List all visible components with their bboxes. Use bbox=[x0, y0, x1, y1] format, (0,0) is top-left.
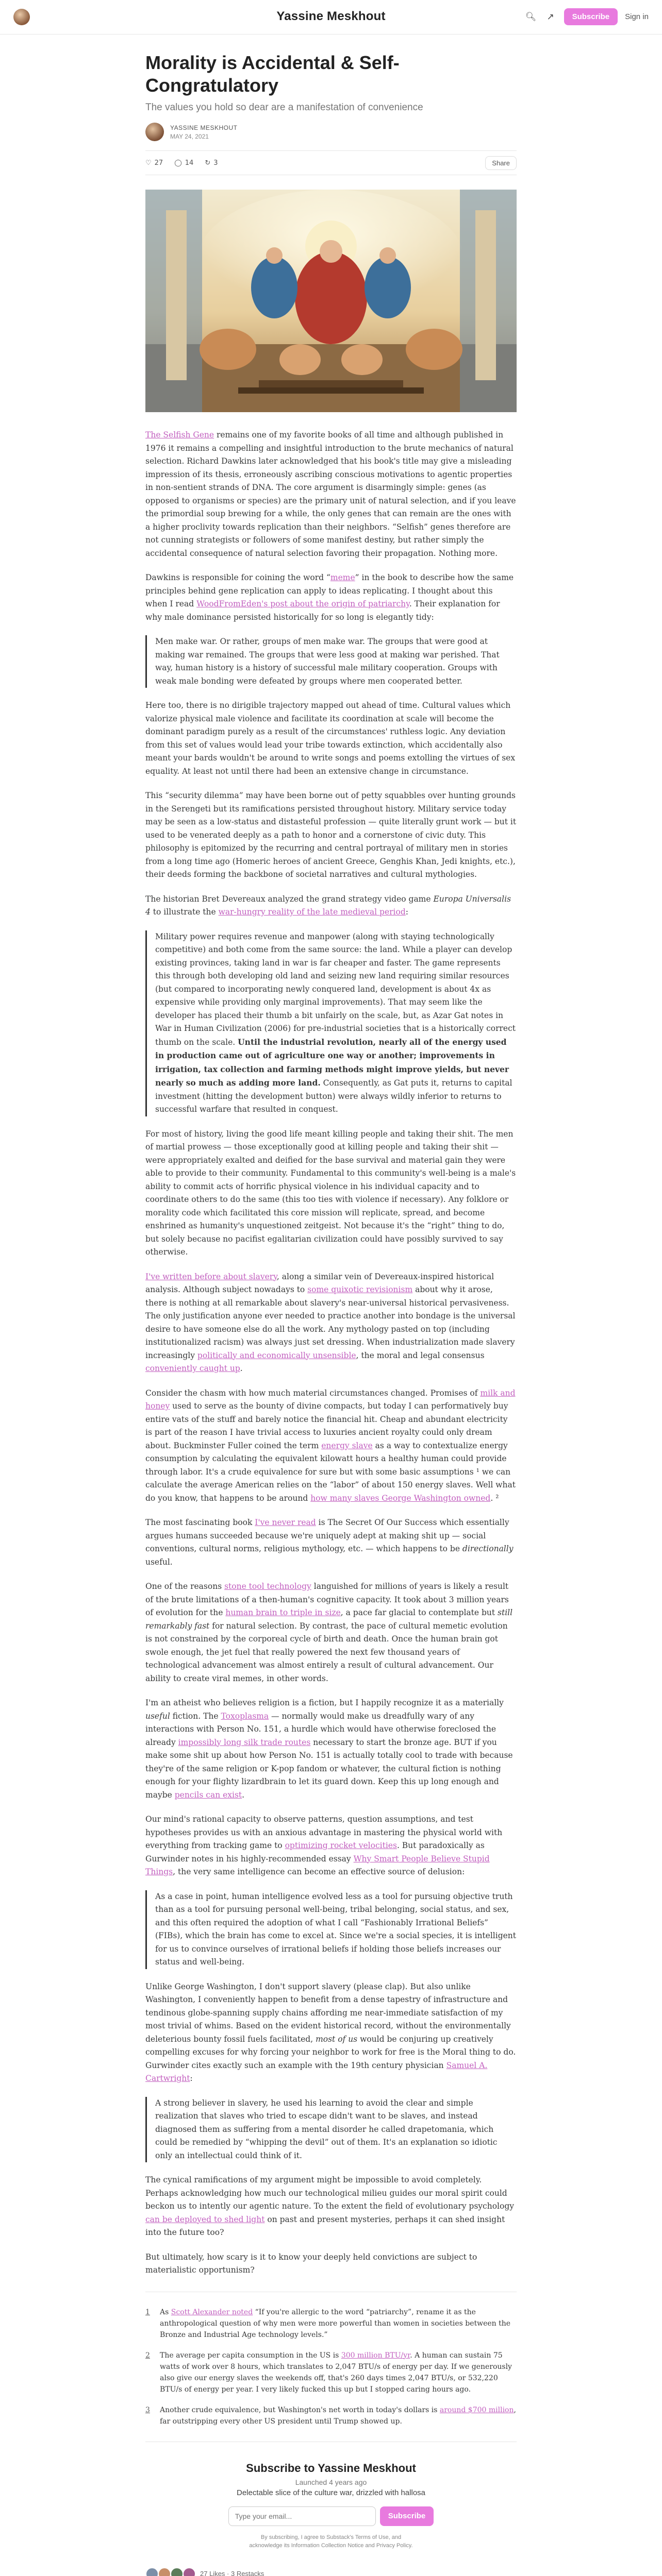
paragraph: I'm an atheist who believes religion is a fiction, but I happily recognize it as a materially useful fiction. The Toxoplasma — normally would make us dreadfully wary of any interactions with Person No. 151, a hurdle which would have otherwise foreclosed the already impossibly long silk trade routes necessary to start the bronze age. BUT if you make some shit up about how Person No. 151 is actually totally cool to trade with because they're of the same religion or K-pop fandom or whatever, the cultural fiction is nothing enough for your flighty lizardbrain to let its guard down. Keep this up long enough and maybe pencils can exist. bbox=[145, 1698, 513, 1800]
inline-link[interactable]: milk and honey bbox=[145, 1388, 516, 1411]
post-subtitle: The values you hold so dear are a manifestation of convenience bbox=[145, 102, 423, 113]
paragraph: The Selfish Gene remains one of my favorite books of all time and although published in 1976 it remains a compelling and insightful introduction to the brute mechanics of natural selection. Richard Dawkins later acknowledged that his book's title may give a misleading impression of its thesis, erroneously ascribing conscious motivations to agentic properties in non-sentient strands of DNA. The core argument is disarmingly simple: genes (as opposed to organisms or species) are the primary unit of natural selection, and if you leave the primordial soup brewing for a while, the only genes that can remain are the ones with a higher proclivity towards replication than their neighbors. “Selfish” genes therefore are not cunning strategists or followers of some manifest destiny, but rather simply the accidental consequence of natural selection favoring their propagation. Nothing more. bbox=[145, 430, 516, 558]
liker-avatar bbox=[183, 2567, 196, 2576]
paragraph: For most of history, living the good life meant killing people and taking their shit. The men of martial prowess — those exceptionally good at killing people and taking their shit — were appropriately exalted and deified for the base survival and material gain they were able to provide to their community. Fundamental to this community's well-being is a male's ability to commit acts of horrific physical violence in his individual capacity and to coordinate others to do the same (this too ties with violence if necessary). Any folklore or morality code which facilitated this core mission will replicate, spread, and become enshrined as humanity's unquestioned zeitgeist. Not because it's the “right” thing to do, but solely because no pacifist egalitarian civilization could have possibly survived to say otherwise. bbox=[145, 1129, 516, 1257]
author-name[interactable]: YASSINE MESKHOUT bbox=[170, 124, 238, 131]
paragraph: Consider the chasm with how much material circumstances changed. Promises of milk and honey used to serve as the bounty of divine compacts, but today I can performatively buy entire vats of the stuff and barely notice the financial hit. Cheap and abundant electricity is part of the reason I have trivial access to luxuries ancient royalty could only dream about. Buckminster Fuller coined the term energy slave as a way to contextualize energy consumption by calculating the equivalent kilowatt hours a healthy human could provide through labor. It's a crude equivalence for sure but with some basic assumptions ¹ we can calculate the average American relies on the “labor” of about 150 energy slaves. Well what do you know, that happens to be around how many slaves George Washington owned. ² bbox=[145, 1388, 516, 1503]
liker-avatar bbox=[158, 2567, 171, 2576]
footnote: 2 The average per capita consumption in the US is 300 million BTU/yr. A human can sustain 75 watts of work over 8 hours, which translates to 2,047 BTU/s of energy per day. If we generously also give our energy slaves the weekends off, that's 260 days times 2,047 BTU/s, or 532,220 BTU/s of energy per year. I very likely fucked this up but I stopped caring hours ago. bbox=[145, 2350, 517, 2395]
heart-icon: ♡ bbox=[145, 159, 152, 167]
top-bar bbox=[0, 0, 662, 35]
inline-link[interactable]: some quixotic revisionism bbox=[307, 1285, 413, 1294]
inline-link[interactable]: meme bbox=[330, 573, 355, 582]
hero-painting bbox=[145, 190, 517, 412]
footnote: 3 Another crude equivalence, but Washington's net worth in today's dollars is around $700 million, far outstripping every other US president until Trump showed up. bbox=[145, 2404, 517, 2427]
paragraph: Here too, there is no dirigible trajectory mapped out ahead of time. Cultural values which valorize physical male violence and facilitate its coordination at scale will become the dominant paradigm purely as a result of the circumstances' ruthless logic. Any deviation from this set of values would lead your tribe towards extinction, which accidentally also meant your bards wouldn't be around to write songs and poems extolling the virtues of sex equality. At least not until there had been an extensive change in circumstance. bbox=[145, 701, 516, 776]
likes-summary: 27 Likes · 3 Restacks bbox=[200, 2570, 264, 2576]
subscribe-section bbox=[145, 2456, 517, 2550]
share-button[interactable]: Share bbox=[485, 156, 517, 170]
inline-link[interactable]: I've written before about slavery bbox=[145, 1272, 277, 1281]
post-title: Morality is Accidental & Self-Congratulatory bbox=[145, 52, 400, 96]
inline-link[interactable]: can be deployed to shed light bbox=[145, 2214, 265, 2224]
inline-link[interactable]: impossibly long silk trade routes bbox=[178, 1737, 311, 1747]
article bbox=[145, 52, 517, 2576]
paragraph: The historian Bret Devereaux analyzed the grand strategy video game Europa Universalis 4 to illustrate the war-hungry reality of the late medieval period: bbox=[145, 894, 511, 917]
inline-link[interactable]: Samuel A. Cartwright bbox=[145, 2060, 488, 2083]
footnote-number[interactable]: 2 bbox=[145, 2351, 150, 2360]
legal-text: By subscribing, I agree to Substack's Terms of Use, and acknowledge its Information Collection Notice and Privacy Policy. bbox=[249, 2534, 413, 2549]
privacy-link[interactable]: Privacy Policy bbox=[376, 2542, 411, 2549]
header-actions bbox=[525, 8, 649, 25]
comment-button[interactable] bbox=[174, 159, 193, 167]
liker-avatar bbox=[145, 2567, 159, 2576]
like-button[interactable] bbox=[145, 159, 163, 167]
like-count: 27 bbox=[154, 159, 163, 167]
footnote-number[interactable]: 1 bbox=[145, 2308, 150, 2316]
post-actions bbox=[145, 150, 517, 175]
blockquote: Military power requires revenue and manpower (along with staying technologically competitive) and both come from the same source: the land. While a player can develop existing provinces, taking land in war is far cheaper and faster. The game represents this through both developing old land and seizing new land requiring similar resources (but compared to incorporating newly conquered land, development is about 4x as expensive while providing only marginal improvements). That may seem like the developer has placed their thumb a bit unfairly on the scale, but, as Azar Gat notes in War in Human Civilization (2006) for pre-industrial societies that is a historically correct thumb on the scale. Until the industrial revolution, nearly all of the energy used in production came out of agriculture one way or another; improvements in irrigation, tax collection and farming methods might improve yields, but never nearly so much as adding more land. Consequently, as Gat puts it, returns to capital investment (hitting the development button) were always wildly inferior to returns to successful warfare that resulted in conquest. bbox=[145, 930, 517, 1116]
inline-link[interactable]: stone tool technology bbox=[224, 1582, 311, 1591]
post-date: MAY 24, 2021 bbox=[170, 132, 209, 140]
footnote-number[interactable]: 3 bbox=[145, 2405, 150, 2414]
inline-link[interactable]: The Selfish Gene bbox=[145, 430, 214, 439]
header-subscribe-button[interactable]: Subscribe bbox=[564, 8, 618, 25]
inline-link[interactable]: conveniently caught up bbox=[145, 1364, 240, 1373]
paragraph: One of the reasons stone tool technology languished for millions of years is likely a result of the brute limitations of a then-human's cognitive capacity. It took about 3 million years of evolution for the human brain to triple in size, a pace far glacial to contemplate but still remarkably fast for natural selection. By contrast, the pace of cultural memetic evolution is not constrained by the corporeal cycle of birth and death. Once the human brain got swole enough, the jet fuel that really powered the next few thousand years of technological advancement was almost entirely a result of cultural advancement. Our ability to create viral memes, in other words. bbox=[145, 1582, 513, 1683]
inline-link[interactable]: optimizing rocket velocities bbox=[285, 1841, 397, 1850]
author-avatar[interactable] bbox=[145, 123, 164, 141]
blockquote: As a case in point, human intelligence evolved less as a tool for pursuing objective truth than as a tool for pursuing personal well-being, tribal belonging, social status, and sex, and this often required the adoption of what I call “Fashionably Irrational Beliefs” (FIBs), which the brain has come to excel at. Since we're a social species, it is intelligent for us to convince ourselves of irrational beliefs if holding those beliefs increases our status and well-being. bbox=[145, 1890, 517, 1969]
publication-name[interactable]: Yassine Meskhout bbox=[276, 9, 386, 23]
inline-link[interactable]: around $700 million bbox=[439, 2405, 514, 2414]
inline-link[interactable]: WoodFromEden's post about the origin of patriarchy bbox=[196, 599, 409, 608]
publication-description: Delectable slice of the culture war, drizzled with hallosa bbox=[236, 2488, 425, 2497]
restack-button[interactable] bbox=[205, 159, 218, 167]
inline-link[interactable]: Why Smart People Believe Stupid Things bbox=[145, 1854, 490, 1876]
paragraph: But ultimately, how scary is it to know your deeply held convictions are subject to materialistic opportunism? bbox=[145, 2252, 477, 2275]
footnote: 1 As Scott Alexander noted “If you're allergic to the word “patriarchy”, rename it as the anthropological question of why men were more powerful than women in societies between the Bronze and Industrial Age technology levels.” bbox=[145, 2307, 517, 2341]
notice-link[interactable]: Information Collection Notice bbox=[291, 2542, 364, 2549]
paragraph: The most fascinating book I've never read is The Secret Of Our Success which essentially argues humans succeeded because we're uniquely adept at making shit up — social conventions, cultural norms, religious mythology, etc. — which happens to be directionally useful. bbox=[145, 1518, 514, 1567]
blockquote: Men make war. Or rather, groups of men make war. The groups that were good at making war remained. The groups that were less good at making war perished. That way, human history is a history of successful male military cooperation. Groups with weak male bonding were defeated by groups where men cooperated better. bbox=[145, 635, 517, 688]
inline-link[interactable]: Toxoplasma bbox=[221, 1711, 269, 1721]
inline-link[interactable]: pencils can exist bbox=[174, 1790, 242, 1800]
launched-text: Launched 4 years ago bbox=[295, 2478, 367, 2486]
liker-avatar bbox=[170, 2567, 184, 2576]
inline-link[interactable]: Scott Alexander noted bbox=[171, 2308, 253, 2316]
paragraph: Our mind's rational capacity to observe patterns, question assumptions, and test hypotheses provides us with an anxious advantage in mastering the physical world with everything from tracking game to optimizing rocket velocities. But paradoxically as Gurwinder notes in his highly-recommended essay Why Smart People Believe Stupid Things, the very same intelligence can become an effective source of delusion: bbox=[145, 1815, 503, 1876]
share-icon[interactable]: ↗ bbox=[547, 11, 554, 22]
paragraph: Dawkins is responsible for coining the word “meme” in the book to describe how the same principles behind gene replication can apply to ideas replicating. I thought about this when I read WoodFromEden's post about the origin of patriarchy. Their explanation for why male dominance persisted historically for so long is elegantly tidy: bbox=[145, 573, 514, 622]
inline-link[interactable]: war-hungry reality of the late medieval period bbox=[218, 907, 406, 917]
email-input[interactable] bbox=[228, 2506, 376, 2526]
paragraph: Unlike George Washington, I don't support slavery (please clap). But also unlike Washington, I conveniently happen to benefit from a dense tapestry of infrastructure and tendinous globe-spanning supply chains affording me near-immediate satisfaction of my most trivial of whims. Based on the evident historical record, without the environmentally deleterious bounty fossil fuels facilitated, most of us would be conjuring up creatively compelling excuses for why forcing your neighbor to work for free is the Moral thing to do. Gurwinder cites exactly such an example with the 19th century physician Samuel A. Cartwright: bbox=[145, 1981, 516, 2083]
inline-link[interactable]: 300 million BTU/yr bbox=[341, 2351, 410, 2360]
inline-link[interactable]: energy slave bbox=[321, 1440, 373, 1450]
likes-row[interactable] bbox=[145, 2567, 517, 2576]
inline-link[interactable]: how many slaves George Washington owned bbox=[310, 1493, 491, 1503]
restack-icon: ↻ bbox=[205, 159, 211, 167]
subscribe-title: Subscribe to Yassine Meskhout bbox=[246, 2461, 416, 2475]
inline-link[interactable]: human brain to triple in size bbox=[225, 1608, 341, 1617]
inline-link[interactable]: politically and economically unsensible bbox=[197, 1350, 356, 1360]
sign-in-link[interactable]: Sign in bbox=[625, 12, 649, 21]
subscribe-button[interactable]: Subscribe bbox=[380, 2506, 434, 2526]
subscribe-form bbox=[145, 2506, 517, 2526]
search-icon[interactable]: 🔍︎ bbox=[525, 11, 537, 22]
footnotes bbox=[145, 2307, 517, 2427]
comment-count: 14 bbox=[185, 159, 194, 167]
paragraph: This “security dilemma” may have been borne out of petty squabbles over hunting grounds in the Serengeti but its ramifications persisted throughout history. Military service today may be seen as a low-status and distasteful profession — quite literally grunt work — but it used to be venerated deeply as a path to honor and a cornerstone of civic duty. This philosophy is epitomized by the recurring and central portrayal of military men in stories from a long time ago (Homeric heroes of ancient Greece, Genghis Khan, Jedi knights, etc.), their deeds forming the backbone of societal narratives and cultural mythologies. bbox=[145, 791, 517, 879]
paragraph: The cynical ramifications of my argument might be impossible to avoid completely. Perhaps acknowledging how much our technological milieu guides our moral spirit could beckon us to intently our agentic nature. To the extent the field of evolutionary psychology can be deployed to shed light on past and present mysteries, perhaps it can shed insight into the future too? bbox=[145, 2175, 515, 2237]
byline bbox=[145, 123, 517, 141]
terms-link[interactable]: Terms of Use bbox=[355, 2534, 389, 2540]
restack-count: 3 bbox=[213, 159, 218, 167]
inline-link[interactable]: I've never read bbox=[255, 1518, 316, 1527]
blockquote: A strong believer in slavery, he used his learning to avoid the clear and simple realization that slaves who tried to escape didn't want to be slaves, and instead diagnosed them as suffering from a mental disorder he called drapetomania, which could be remedied by “whipping the devil” out of them. It's an explanation so idiotic only an intellectual could think of it. bbox=[145, 2097, 517, 2163]
comment-icon: ◯ bbox=[174, 159, 182, 167]
paragraph: I've written before about slavery, along a similar vein of Devereaux-inspired historical analysis. Although subject nowadays to some quixotic revisionism about why it arose, there is nothing at all remarkable about slavery's near-universal historical pervasiveness. The only justification anyone ever needed to practice another into bondage is the universal desire to have someone else do all the work. Any mythology pasted on top (including institutionalized racism) was always just set dressing. When industrialization made slavery increasingly politically and economically unsensible, the moral and legal consensus conveniently caught up. bbox=[145, 1272, 516, 1373]
